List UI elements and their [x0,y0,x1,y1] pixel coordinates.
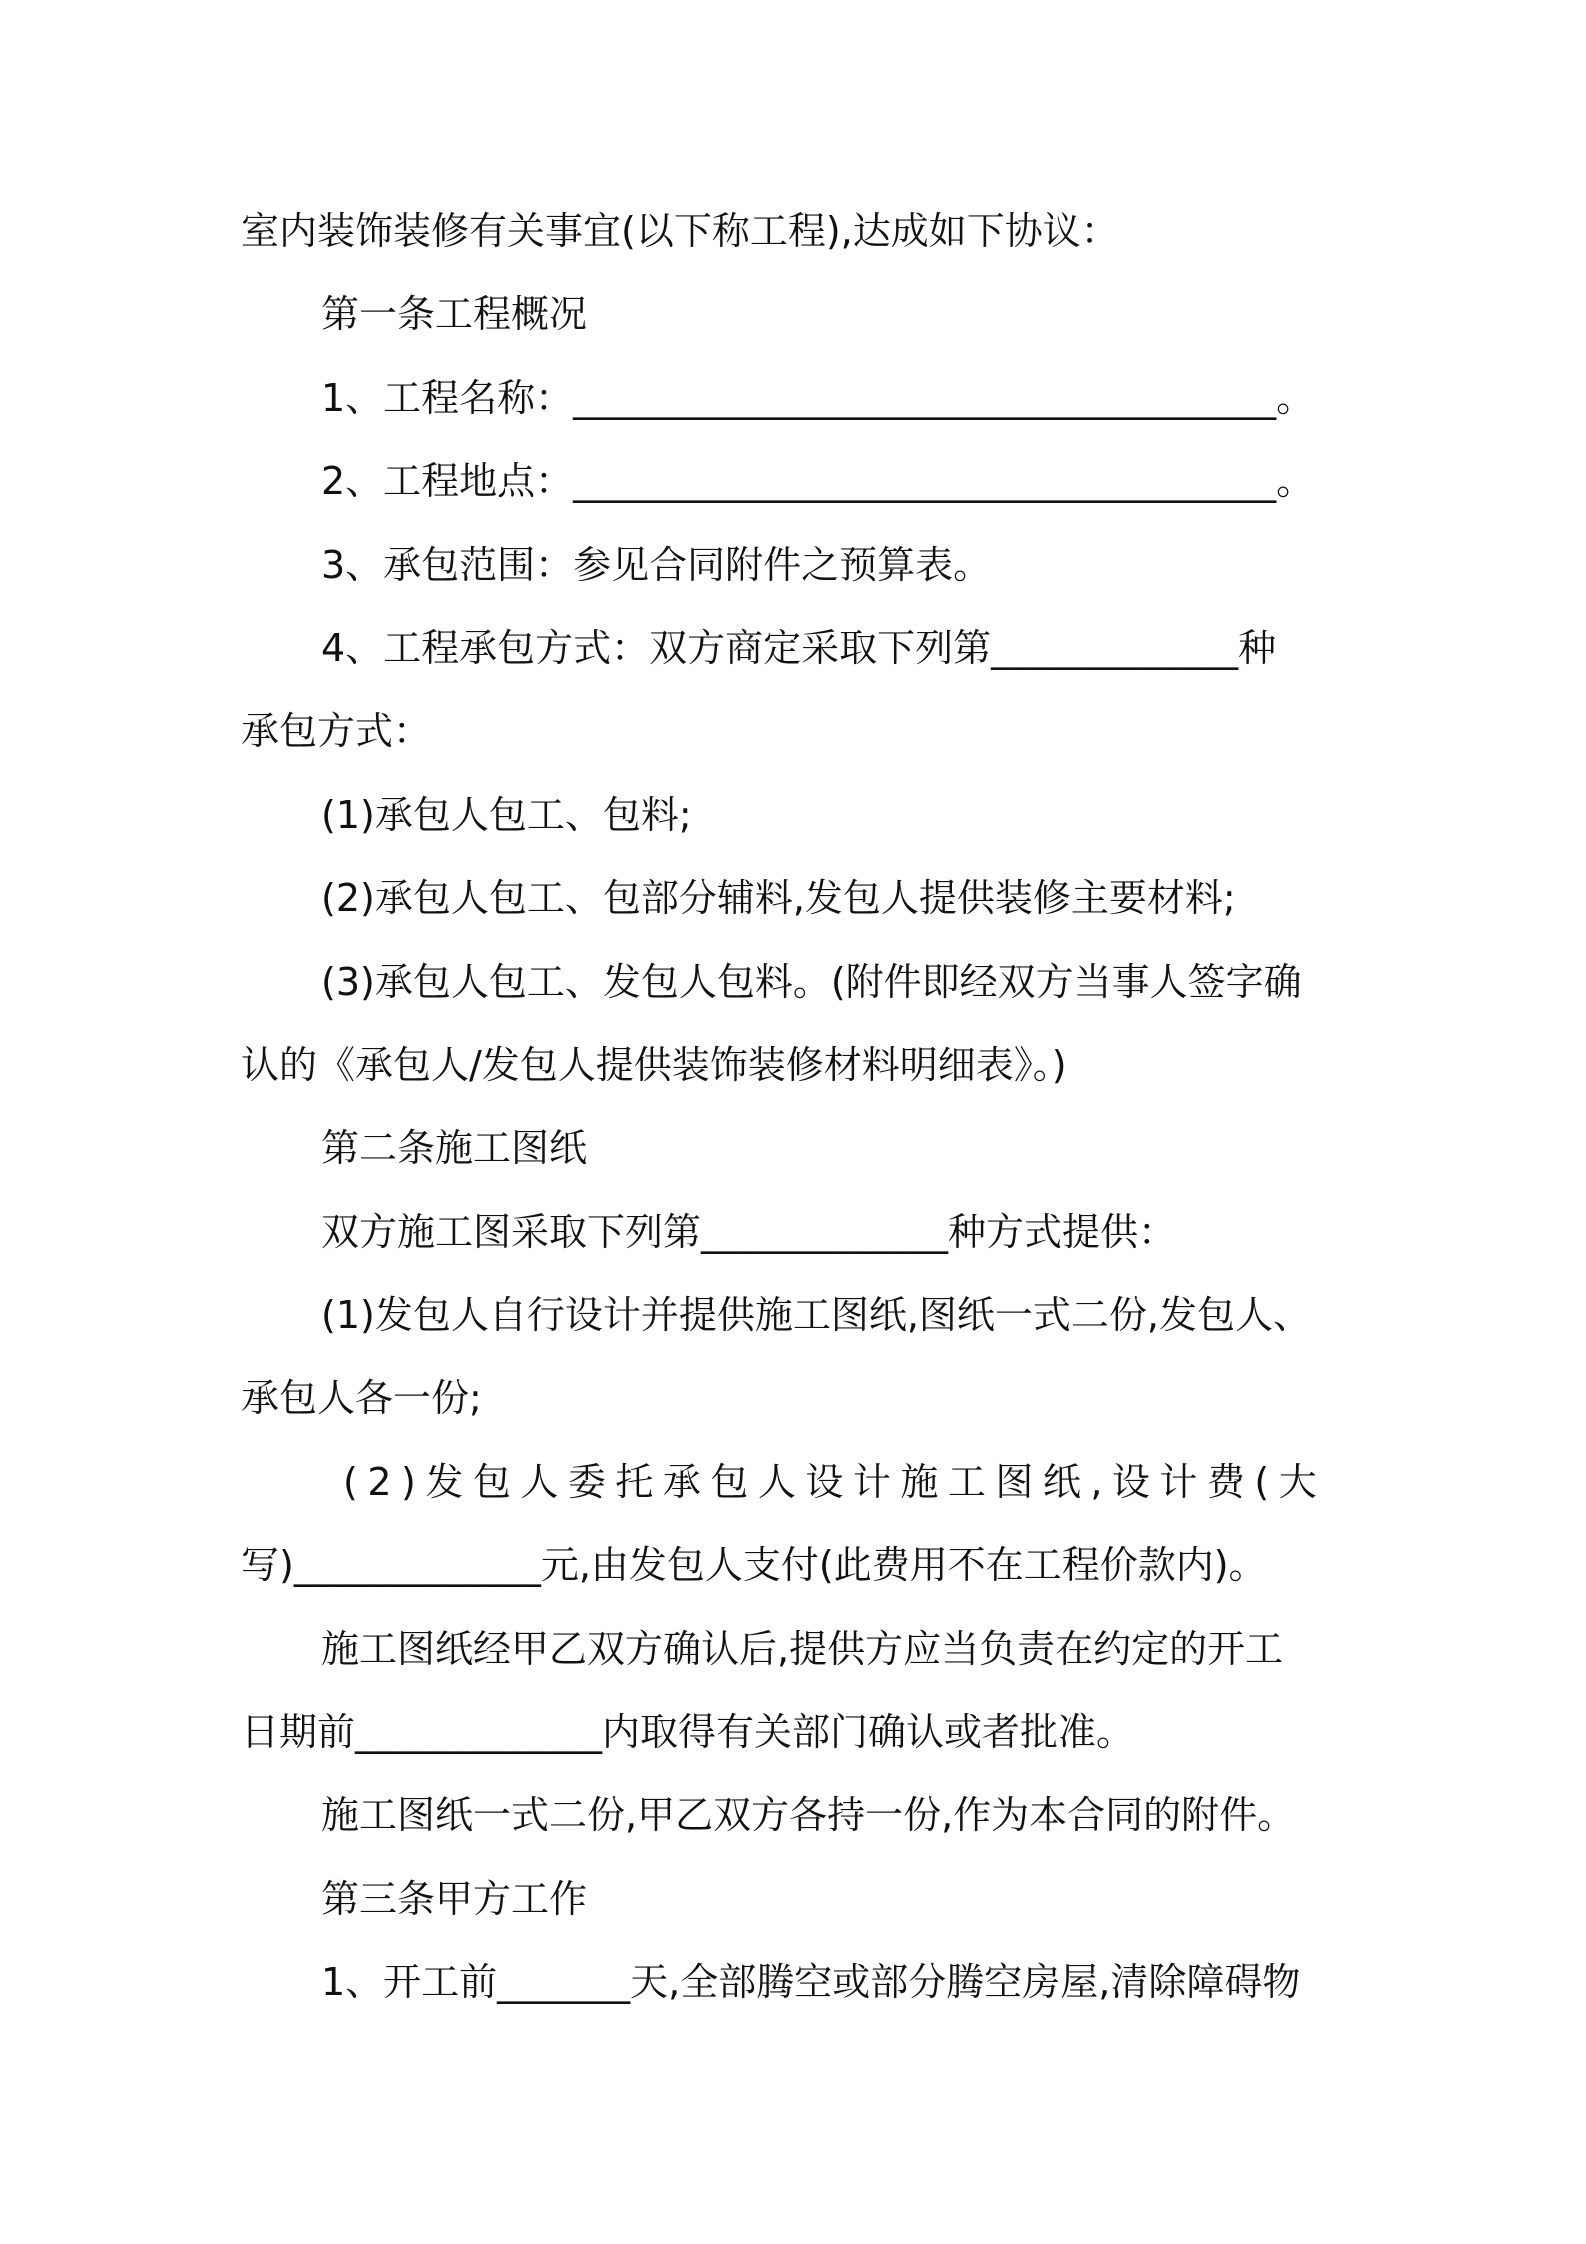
paragraph-line: 3、承包范围：参见合同附件之预算表。 [321,542,992,587]
paragraph-line: 认的《承包人/发包人提供装饰装修材料明细表》。) [241,1042,1067,1087]
paragraph-line: (1)承包人包工、包料; [321,792,692,837]
paragraph-line: (1)发包人自行设计并提供施工图纸,图纸一式二份,发包人、 [321,1293,1311,1338]
paragraph-line: (2)承包人包工、包部分辅料,发包人提供装修主要材料; [321,876,1236,921]
paragraph-line: 4、工程承包方式：双方商定采取下列第_____________种 [321,625,1277,670]
section-heading-3: 第三条甲方工作 [321,1876,588,1921]
paragraph-line: 2、工程地点：_____________________________________。 [321,459,1315,504]
paragraph-line: (2)发包人委托承包人设计施工图纸,设计费(大 [343,1459,1327,1504]
paragraph-line: 承包人各一份; [241,1376,482,1421]
paragraph-line: 施工图纸经甲乙双方确认后,提供方应当负责在约定的开工 [321,1626,1284,1671]
paragraph-line: 1、开工前_______天,全部腾空或部分腾空房屋,清除障碍物 [321,1960,1301,2005]
section-heading-2: 第二条施工图纸 [321,1126,588,1171]
paragraph-line: 室内装饰装修有关事宜(以下称工程),达成如下协议： [241,209,1119,253]
section-heading-1: 第一条工程概况 [321,292,588,337]
paragraph-line: 承包方式： [241,709,432,754]
contract-text [241,190,1361,2025]
paragraph-line: 日期前_____________内取得有关部门确认或者批准。 [241,1710,1135,1755]
paragraph-line: 双方施工图采取下列第_____________种方式提供： [321,1209,1177,1254]
paragraph-line: 写)_____________元,由发包人支付(此费用不在工程价款内)。 [241,1543,1267,1588]
paragraph-line: 1、工程名称：_____________________________________。 [321,375,1315,420]
paragraph-line: (3)承包人包工、发包人包料。(附件即经双方当事人签字确 [321,959,1302,1004]
paragraph-line: 施工图纸一式二份,甲乙双方各持一份,作为本合同的附件。 [321,1793,1296,1838]
